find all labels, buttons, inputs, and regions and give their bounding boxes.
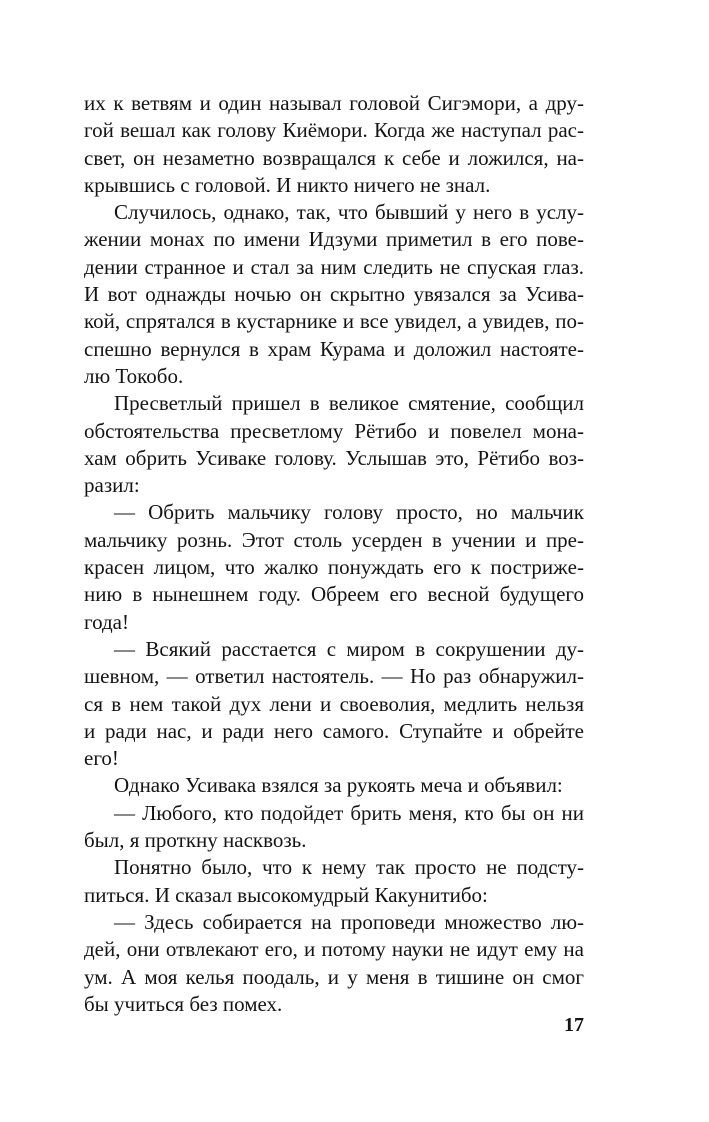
text-line: обстоятельства пресветлому Рётибо и повелел мона- xyxy=(84,418,584,443)
text-line: бы учиться без помех. xyxy=(84,991,283,1016)
text-line: — Всякий расстается с миром в сокрушении ду- xyxy=(114,636,584,661)
text-line: — Здесь собирается на проповеди множество лю- xyxy=(114,909,584,934)
text-line: хам обрить Усиваке голову. Услышав это, Рётибо воз- xyxy=(84,445,584,470)
text-line: был, я проткну насквозь. xyxy=(84,828,307,853)
text-line: Случилось, однако, так, что бывший у него в услу- xyxy=(114,200,584,225)
text-line: — Обрить мальчику голову просто, но мальчик xyxy=(114,500,584,525)
text-line: мальчику рознь. Этот столь усерден в учении и пре- xyxy=(84,527,584,552)
text-line: гой вешал как голову Киёмори. Когда же наступал рас- xyxy=(84,118,584,143)
text-line: Пресветлый пришел в великое смятение, сообщил xyxy=(114,391,584,416)
text-line: свет, он незаметно возвращался к себе и ложился, на- xyxy=(84,145,584,170)
text-line: жении монах по имени Идзуми приметил в его пове- xyxy=(84,227,584,252)
text-line: лю Токобо. xyxy=(84,363,184,388)
text-line: шевном, — ответил настоятель. — Но раз обнаружил- xyxy=(84,664,584,689)
text-line: Однако Усивака взялся за рукоять меча и объявил: xyxy=(114,773,563,798)
text-line: его! xyxy=(84,746,119,771)
page-number: 17 xyxy=(564,1014,584,1036)
text-line: красен лицом, что жалко понуждать его к пострижe- xyxy=(84,555,584,580)
text-line: — Любого, кто подойдет брить меня, кто бы он ни xyxy=(114,800,584,825)
text-line: ся в нем такой дух лени и своеволия, медлить нельзя xyxy=(84,691,584,716)
text-line: спешно вернулся в храм Курама и доложил настояте- xyxy=(84,336,584,361)
text-line: года! xyxy=(84,609,129,634)
body-text xyxy=(84,90,584,1018)
text-line: крывшись с головой. И никто ничего не знал. xyxy=(84,172,491,197)
text-line: дей, они отвлекают его, и потому науки не идут ему на xyxy=(84,937,584,962)
text-line: Понятно было, что к нему так просто не подсту- xyxy=(114,855,584,880)
text-line: кой, спрятался в кустарнике и все увидел, а увидев, по- xyxy=(84,309,584,334)
text-line: питься. И сказал высокомудрый Какунитибо: xyxy=(84,882,488,907)
text-line: разил: xyxy=(84,473,140,498)
text-line: ум. А моя келья поодаль, и у меня в тишине он смог xyxy=(84,964,584,989)
text-line: и ради нас, и ради него самого. Ступайте и обрейте xyxy=(84,718,584,743)
text-line: дении странное и стал за ним следить не спуская глаз. xyxy=(84,254,584,279)
text-line: их к ветвям и один называл головой Сигэмори, а дру- xyxy=(84,91,584,115)
text-line: И вот однажды ночью он скрытно увязался за Усива- xyxy=(84,282,584,307)
text-line: нию в нынешнем году. Обреем его весной будущего xyxy=(84,582,584,607)
